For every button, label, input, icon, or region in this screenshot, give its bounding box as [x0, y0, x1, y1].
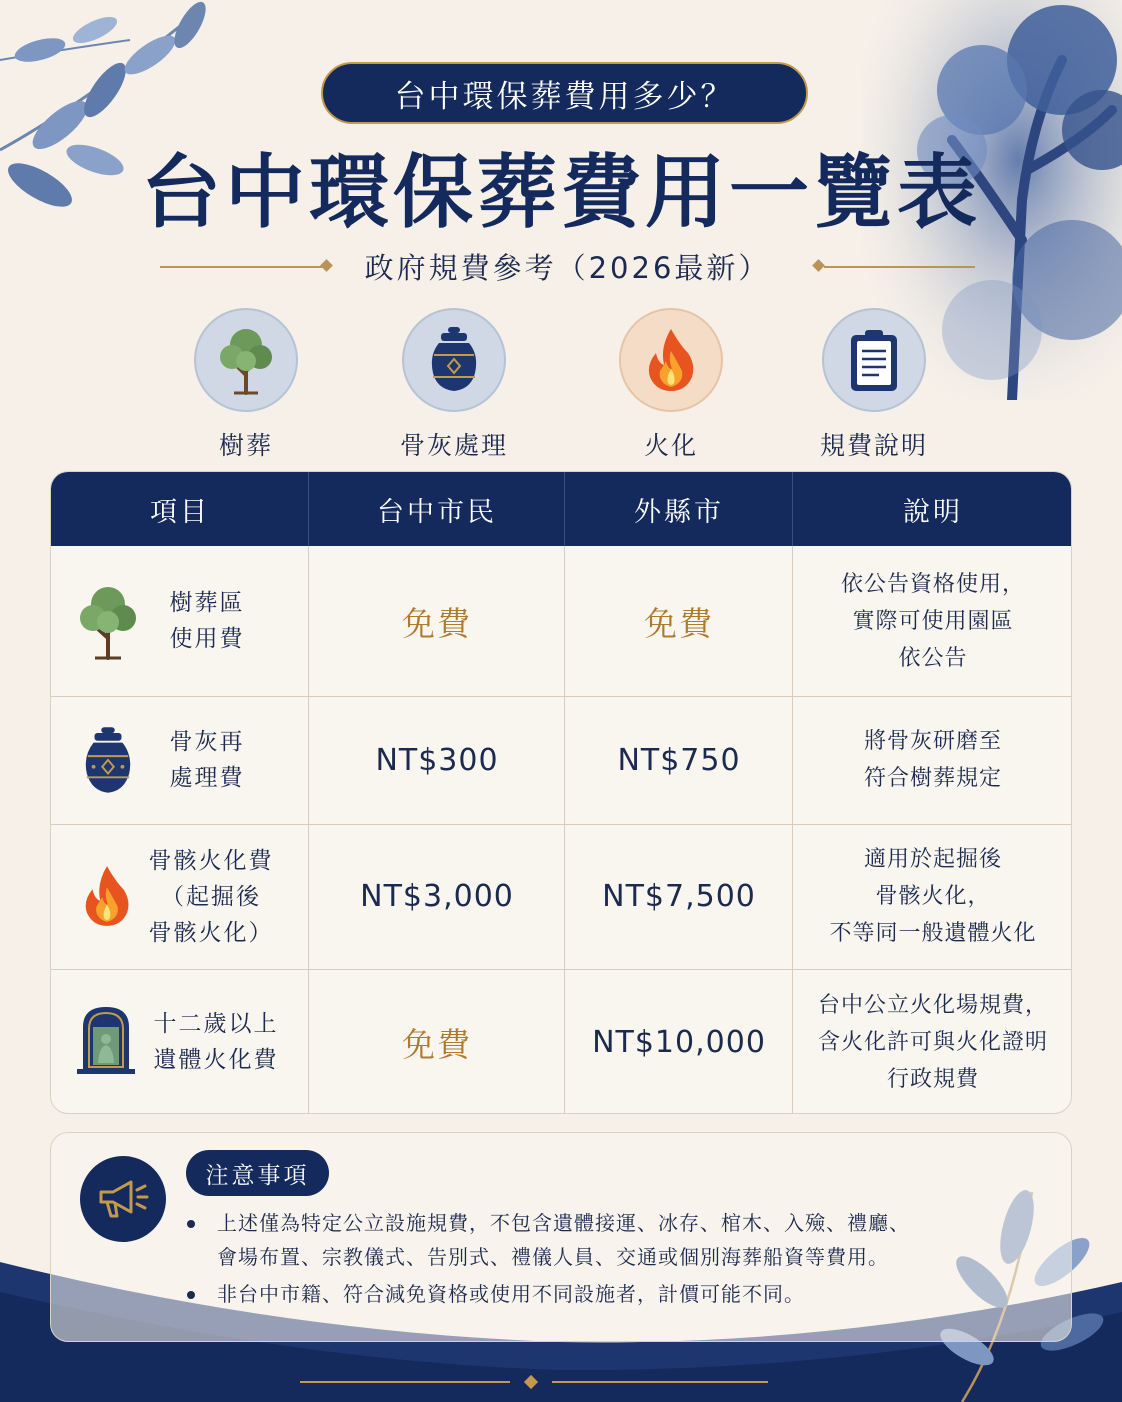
row-item-name: 樹葬區 使用費: [169, 590, 245, 652]
local-fee: 免費: [402, 1024, 472, 1064]
tree-icon: [75, 582, 141, 662]
row-item-name: 十二歲以上 遺體火化費: [153, 1011, 279, 1073]
urn-icon: [402, 308, 506, 412]
tagline: 政府規費參考（2026最新）: [364, 251, 771, 285]
category-ash-processing: [364, 308, 544, 462]
category-label: 規費說明: [819, 431, 928, 460]
flame-icon: [77, 858, 137, 934]
tagline-divider-left: [160, 266, 322, 268]
header-divider: [792, 472, 793, 546]
row-description: 台中公立火化場規費， 含火化許可與火化證明 行政規費: [817, 992, 1048, 1092]
category-fee-explanation: [784, 308, 964, 462]
tagline-divider-right: [824, 266, 975, 268]
row-description: 適用於起掘後 骨骸火化， 不等同一般遺體火化: [829, 847, 1037, 946]
header-divider: [564, 472, 565, 546]
header-item: 項目: [150, 496, 210, 528]
row-description: 將骨灰研磨至 符合樹葬規定: [863, 729, 1002, 791]
category-tree-burial: [156, 308, 336, 462]
category-label: 骨灰處理: [399, 431, 508, 460]
nonlocal-fee: NT$7,500: [602, 879, 756, 914]
footer-ornament: [300, 1375, 768, 1389]
local-fee: 免費: [402, 603, 472, 643]
row-item-name: 骨灰再 處理費: [169, 729, 245, 791]
tree-icon: [194, 308, 298, 412]
local-fee: NT$300: [375, 742, 499, 778]
subtitle-pill: 台中環保葬費用多少？: [321, 62, 808, 124]
shrine-icon: [73, 1000, 139, 1076]
urn-icon: [79, 722, 137, 798]
category-label: 火化: [643, 431, 698, 460]
flame-icon: [619, 308, 723, 412]
fee-table: [50, 471, 1072, 1114]
header-non-local: 外縣市: [634, 496, 724, 528]
category-label: 樹葬: [218, 431, 273, 460]
diamond-ornament: [812, 259, 825, 272]
diamond-ornament: [320, 259, 333, 272]
megaphone-icon: [80, 1156, 166, 1242]
page-title: 台中環保葬費用一覽表: [141, 145, 981, 239]
local-fee: NT$3,000: [360, 879, 514, 914]
header-description: 說明: [903, 496, 963, 528]
row-description: 依公告資格使用， 實際可使用園區 依公告: [840, 571, 1025, 671]
tagline-row: [160, 248, 975, 288]
row-item-name: 骨骸火化費 （起掘後 骨骸火化）: [148, 847, 274, 946]
header-local-resident: 台中市民: [377, 496, 497, 528]
clipboard-icon: [822, 308, 926, 412]
notes-title: 注意事項: [186, 1150, 329, 1196]
nonlocal-fee: 免費: [644, 603, 714, 643]
bullet: [187, 1220, 195, 1228]
nonlocal-fee: NT$750: [617, 742, 741, 778]
bullet: [187, 1291, 195, 1299]
nonlocal-fee: NT$10,000: [592, 1024, 766, 1060]
note-item: 上述僅為特定公立設施規費，不包含遺體接運、冰存、棺木、入殮、禮廳、 會場布置、宗教儀式、告別式、禮儀人員、交通或個別海葬船資等費用。: [190, 1206, 1040, 1274]
note-item: 非台中市籍、符合減免資格或使用不同設施者，計價可能不同。: [190, 1277, 1040, 1311]
category-cremation: [581, 308, 761, 462]
header-divider: [308, 472, 309, 546]
